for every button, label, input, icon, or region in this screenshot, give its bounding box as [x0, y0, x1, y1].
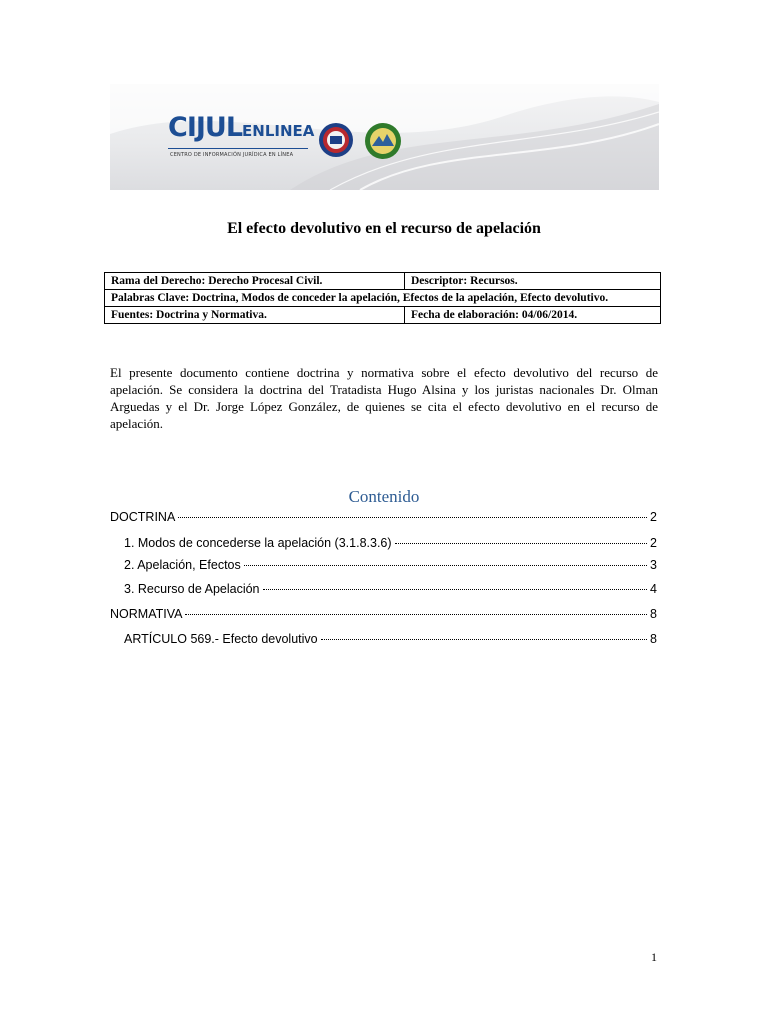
document-title: El efecto devolutivo en el recurso de apelación: [227, 220, 541, 237]
toc-entry-label: NORMATIVA: [110, 607, 183, 621]
toc-entry-articulo[interactable]: [124, 632, 657, 646]
toc-leader: [263, 589, 648, 590]
metadata-table: [104, 272, 661, 324]
toc-heading: Contenido: [348, 487, 420, 506]
university-seal-icon: [318, 122, 354, 158]
toc-page-number: 4: [650, 582, 657, 596]
toc-entry-recurso[interactable]: [124, 582, 657, 596]
toc-leader: [321, 639, 647, 640]
header-banner: [110, 84, 659, 190]
table-row: [105, 273, 661, 290]
brand-logo: [168, 114, 314, 141]
toc-entry-modos[interactable]: [124, 536, 657, 550]
toc-leader: [244, 565, 647, 566]
toc-page-number: 2: [650, 510, 657, 524]
toc-leader: [178, 517, 647, 518]
date-cell: Fecha de elaboración: 04/06/2014.: [405, 307, 661, 324]
toc-leader: [395, 543, 648, 544]
toc-entry-normativa[interactable]: [110, 607, 657, 621]
keywords-cell: Palabras Clave: Doctrina, Modos de conceder la apelación, Efectos de la apelación, Efecto devolutivo.: [105, 290, 661, 307]
page-number: 1: [651, 950, 657, 964]
toc-entry-doctrina[interactable]: [110, 510, 657, 524]
descriptor-cell: Descriptor: Recursos.: [405, 273, 661, 290]
table-row: [105, 307, 661, 324]
brand-main: CIJUL: [168, 112, 243, 143]
brand-underline: [168, 148, 308, 149]
brand-subtitle: CENTRO DE INFORMACIÓN JURÍDICA EN LÍNEA: [170, 152, 294, 158]
toc-leader: [185, 614, 647, 615]
toc-page-number: 8: [650, 607, 657, 621]
toc-page-number: 3: [650, 558, 657, 572]
toc-entry-efectos[interactable]: [124, 558, 657, 572]
table-row: [105, 290, 661, 307]
toc-entry-label: 2. Apelación, Efectos: [124, 558, 241, 572]
sources-cell: Fuentes: Doctrina y Normativa.: [105, 307, 405, 324]
toc-entry-label: 3. Recurso de Apelación: [124, 582, 260, 596]
brand-small: ENLINEA: [242, 122, 315, 140]
toc-page-number: 2: [650, 536, 657, 550]
toc-entry-label: 1. Modos de concederse la apelación (3.1.8.3.6): [124, 536, 392, 550]
toc-entry-label: DOCTRINA: [110, 510, 176, 524]
rama-cell: Rama del Derecho: Derecho Procesal Civil.: [105, 273, 405, 290]
toc-page-number: 8: [650, 632, 657, 646]
toc-entry-label: ARTÍCULO 569.- Efecto devolutivo: [124, 632, 318, 646]
abstract-paragraph: El presente documento contiene doctrina y normativa sobre el efecto devolutivo del recurso de apelación. Se considera la doctrina del Tratadista Hugo Alsina y los juristas nacionales Dr. Olman Arguedas y el Dr. Jorge López González, de quienes se cita el efecto devolutivo en el recurso de apelación.: [110, 365, 658, 431]
faculty-seal-icon: [364, 122, 402, 160]
